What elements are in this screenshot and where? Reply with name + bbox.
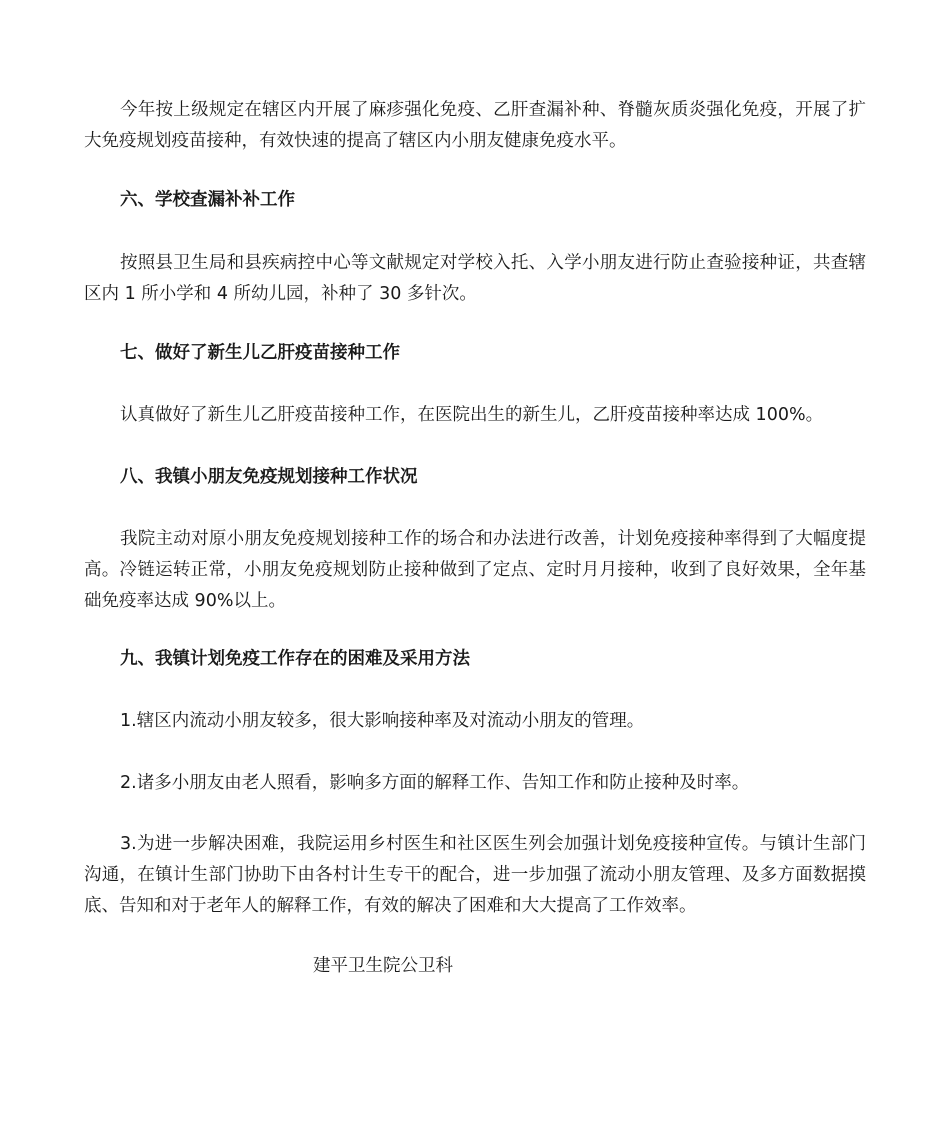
paragraph-intro: 今年按上级规定在辖区内开展了麻疹强化免疫、乙肝查漏补种、脊髓灰质炎强化免疫，开展了扩大免疫规划疫苗接种，有效快速的提高了辖区内小朋友健康免疫水平。 (84, 100, 866, 151)
paragraph-8: 我院主动对原小朋友免疫规划接种工作的场合和办法进行改善，计划免疫接种率得到了大幅度提高。冷链运转正常，小朋友免疫规划防止接种做到了定点、定时月月接种，收到了良好效果，全年基础免疫率达成 90%以上。 (84, 529, 866, 611)
paragraph-6: 按照县卫生局和县疾病控中心等文献规定对学校入托、入学小朋友进行防止查验接种证，共查辖区内 1 所小学和 4 所幼儿园，补种了 30 多针次。 (84, 253, 866, 304)
section-heading-9: 九、我镇计划免疫工作存在的困难及采用方法 (120, 649, 470, 669)
section-heading-6: 六、学校查漏补补工作 (120, 190, 295, 210)
section-heading-8: 八、我镇小朋友免疫规划接种工作状况 (120, 467, 418, 487)
paragraph-7: 认真做好了新生儿乙肝疫苗接种工作，在医院出生的新生儿，乙肝疫苗接种率达成 100%。 (120, 405, 824, 425)
signature: 建平卫生院公卫科 (313, 956, 453, 976)
paragraph-9-item-1: 1.辖区内流动小朋友较多，很大影响接种率及对流动小朋友的管理。 (120, 711, 645, 731)
paragraph-9-item-3: 3.为进一步解决困难，我院运用乡村医生和社区医生列会加强计划免疫接种宣传。与镇计生部门沟通，在镇计生部门协助下由各村计生专干的配合，进一步加强了流动小朋友管理、及多方面数据摸底、告知和对于老年人的解释工作，有效的解决了困难和大大提高了工作效率。 (84, 834, 866, 916)
section-heading-7: 七、做好了新生儿乙肝疫苗接种工作 (120, 343, 400, 363)
paragraph-9-item-2: 2.诸多小朋友由老人照看，影响多方面的解释工作、告知工作和防止接种及时率。 (120, 773, 750, 793)
